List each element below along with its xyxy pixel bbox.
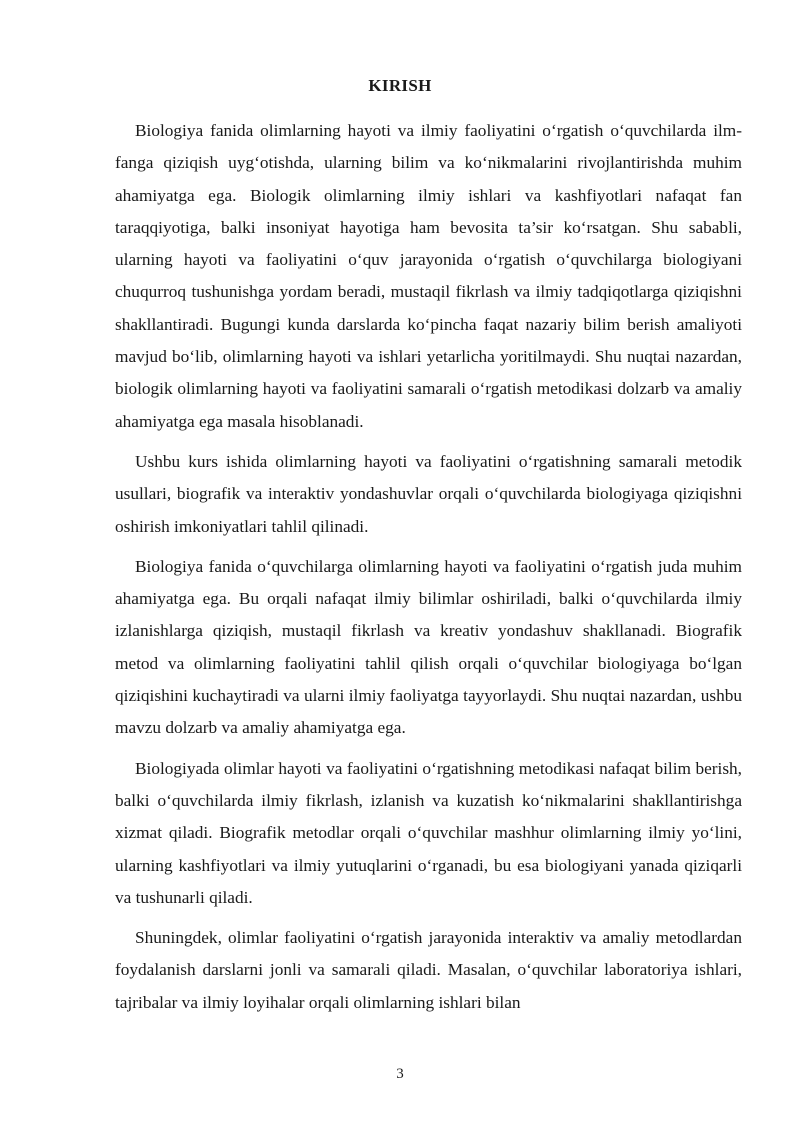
body-text (115, 115, 742, 1027)
paragraph: Biologiya fanida o‘quvchilarga olimlarning hayoti va faoliyatini o‘rgatish juda muhim ahamiyatga ega. Bu orqali nafaqat ilmiy bilimlar oshiriladi, balki o‘quvchilarda ilmiy izlanishlarga qiziqish, mustaqil fikrlash va kreativ yondashuv shakllanadi. Biografik metod va olimlarning faoliyatini tahlil qilish orqali o‘quvchilar biologiyaga bo‘lgan qiziqishini kuchaytiradi va ularni ilmiy faoliyatga tayyorlaydi. Shu nuqtai nazardan, ushbu mavzu dolzarb va amaliy ahamiyatga ega. (115, 556, 742, 738)
paragraph: Biologiyada olimlar hayoti va faoliyatini o‘rgatishning metodikasi nafaqat bilim berish, balki o‘quvchilarda ilmiy fikrlash, izlanish va kuzatish ko‘nikmalarini shakllantirishga xizmat qiladi. Biografik metodlar orqali o‘quvchilar mashhur olimlarning ilmiy yo‘lini, ularning kashfiyotlari va ilmiy yutuqlarini o‘rganadi, bu esa biologiyani yanada qiziqarli va tushunarli qiladi. (115, 758, 742, 907)
section-heading: KIRISH (368, 76, 432, 95)
paragraph: Biologiya fanida olimlarning hayoti va ilmiy faoliyatini o‘rgatish o‘quvchilarda ilm-fanga qiziqish uyg‘otishda, ularning bilim va ko‘nikmalarini rivojlantirishda muhim ahamiyatga ega. Biologik olimlarning ilmiy ishlari va kashfiyotlari nafaqat fan taraqqiyotiga, balki insoniyat hayotiga ham bevosita ta’sir ko‘rsatgan. Shu sababli, ularning hayoti va faoliyatini o‘quv jarayonida o‘rgatish o‘quvchilarga biologiyani chuqurroq tushunishga yordam beradi, mustaqil fikrlash va ilmiy tadqiqotlarga qiziqishni shakllantiradi. Bugungi kunda darslarda ko‘pincha faqat nazariy bilim berish amaliyoti mavjud bo‘lib, olimlarning hayoti va ishlari yetarlicha yoritilmaydi. Shu nuqtai nazardan, biologik olimlarning hayoti va faoliyatini samarali o‘rgatish metodikasi dolzarb va amaliy ahamiyatga ega masala hisoblanadi. (115, 121, 742, 431)
page-number: 3 (396, 1066, 404, 1082)
paragraph: Shuningdek, olimlar faoliyatini o‘rgatish jarayonida interaktiv va amaliy metodlardan foydalanish darslarni jonli va samarali qiladi. Masalan, o‘quvchilar laboratoriya ishlari, tajribalar va ilmiy loyihalar orqali olimlarning ishlari bilan (115, 928, 742, 1012)
paragraph: Ushbu kurs ishida olimlarning hayoti va faoliyatini o‘rgatishning samarali metodik usullari, biografik va interaktiv yondashuvlar orqali o‘quvchilarda biologiyaga qiziqishni oshirish imkoniyatlari tahlil qilinadi. (115, 451, 742, 536)
